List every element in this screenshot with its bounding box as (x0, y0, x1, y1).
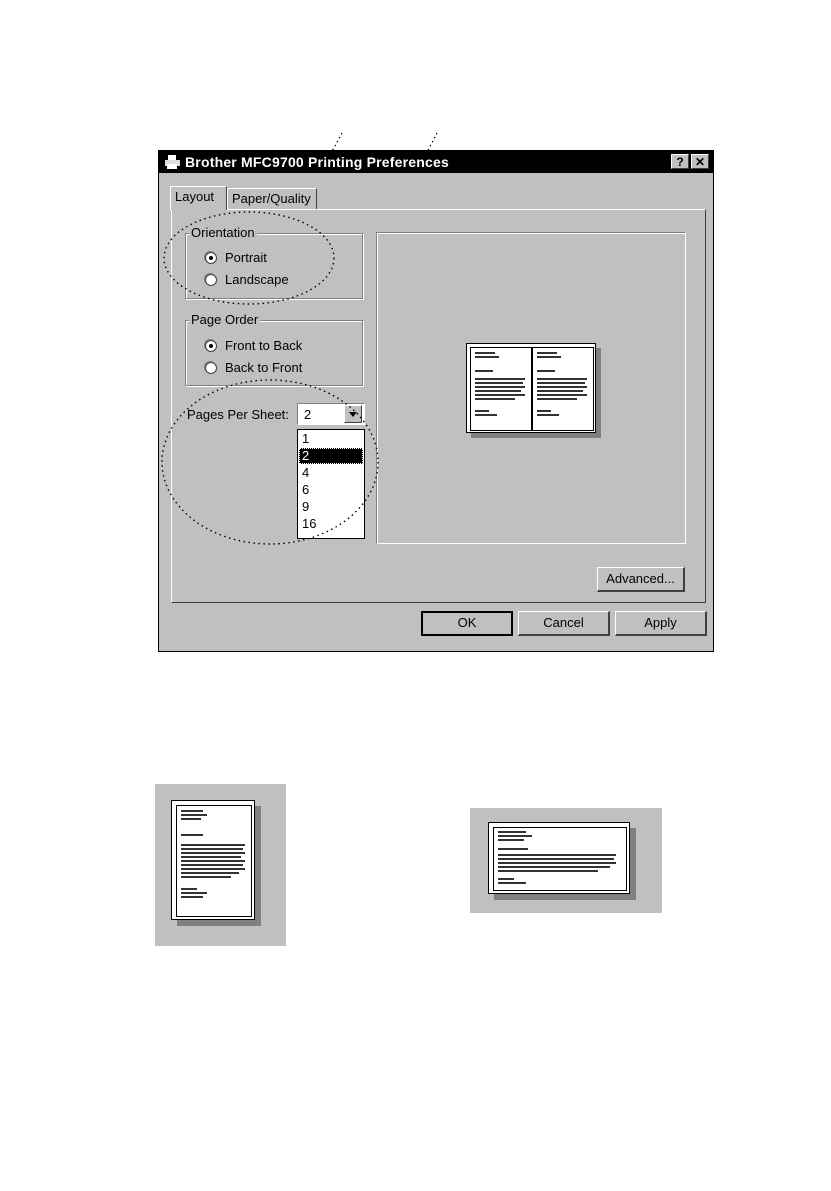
dropdown-option-1[interactable]: 1 (302, 431, 310, 446)
orientation-legend: Orientation (191, 225, 255, 240)
tab-layout[interactable]: Layout (170, 186, 227, 210)
callout-ellipse-orientation (164, 212, 334, 304)
dropdown-option-4[interactable]: 4 (302, 465, 310, 480)
help-button[interactable]: ? (671, 154, 689, 169)
window-title: Brother MFC9700 Printing Preferences (185, 154, 449, 170)
portrait-sample-illustration (155, 784, 286, 946)
advanced-button[interactable]: Advanced... (597, 567, 685, 592)
page-order-legend: Page Order (191, 312, 259, 327)
dropdown-option-2[interactable]: 2 (299, 448, 363, 464)
cancel-button[interactable]: Cancel (518, 611, 610, 636)
portrait-sample-sheet (171, 800, 255, 920)
landscape-label[interactable]: Landscape (225, 272, 289, 287)
front-to-back-label[interactable]: Front to Back (225, 338, 303, 353)
back-to-front-label[interactable]: Back to Front (225, 360, 303, 375)
tab-paper-quality[interactable]: Paper/Quality (227, 188, 317, 210)
landscape-sample-illustration (470, 808, 662, 913)
pages-per-sheet-label: Pages Per Sheet: (187, 407, 289, 422)
ok-button[interactable]: OK (421, 611, 513, 636)
pages-per-sheet-value: 2 (304, 407, 312, 422)
portrait-label[interactable]: Portrait (225, 250, 267, 265)
apply-button[interactable]: Apply (615, 611, 707, 636)
close-button[interactable]: ✕ (691, 154, 709, 169)
dropdown-option-16[interactable]: 16 (302, 516, 317, 531)
landscape-sample-sheet (488, 822, 630, 894)
dropdown-option-6[interactable]: 6 (302, 482, 310, 497)
dropdown-option-9[interactable]: 9 (302, 499, 310, 514)
callout-ellipse-pages-per-sheet (162, 380, 378, 544)
